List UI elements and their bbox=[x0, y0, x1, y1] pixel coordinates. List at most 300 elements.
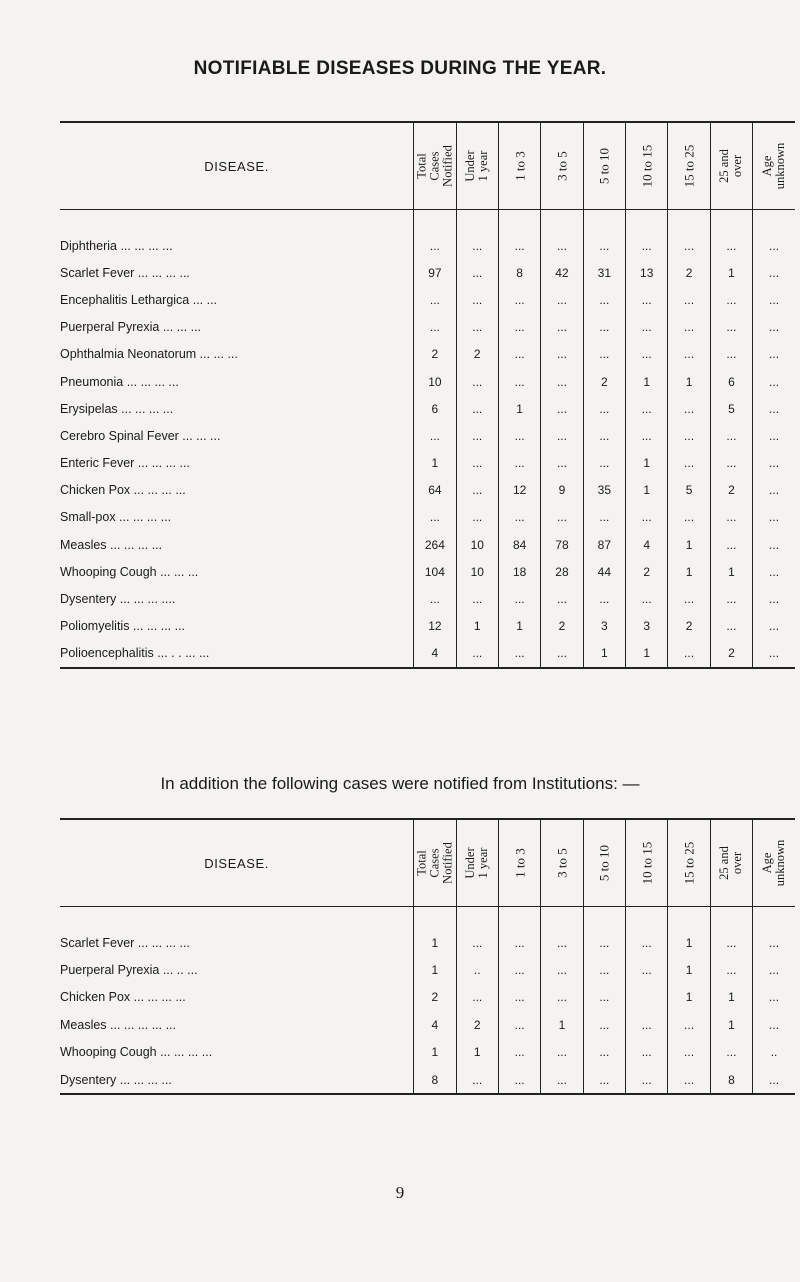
page-title: NOTIFIABLE DISEASES DURING THE YEAR. bbox=[193, 58, 607, 79]
spacer-cell bbox=[753, 210, 795, 233]
age-column-label bbox=[598, 845, 611, 881]
table-row bbox=[60, 504, 795, 531]
table-row bbox=[60, 1039, 795, 1066]
count-cell: ... bbox=[626, 585, 668, 612]
count-cell: ... bbox=[753, 1066, 795, 1094]
count-cell: ... bbox=[456, 1066, 498, 1094]
count-cell: 1 bbox=[626, 450, 668, 477]
age-column-header bbox=[498, 819, 540, 907]
institutions-note: In addition the following cases were notified from Institutions: — bbox=[160, 774, 640, 793]
count-cell: 8 bbox=[710, 1066, 752, 1094]
table-row bbox=[60, 232, 795, 259]
count-cell: ... bbox=[753, 232, 795, 259]
count-cell: ... bbox=[753, 395, 795, 422]
header-row bbox=[60, 122, 795, 210]
column-label-line: Age bbox=[760, 852, 775, 874]
count-cell: .. bbox=[456, 956, 498, 983]
disease-name: Scarlet Fever ... ... ... ... bbox=[60, 265, 190, 280]
disease-name: Whooping Cough ... ... ... ... bbox=[60, 1045, 213, 1060]
spacer-cell bbox=[456, 907, 498, 930]
count-cell: ... bbox=[456, 450, 498, 477]
count-cell: 1 bbox=[668, 558, 710, 585]
column-label-line: Age bbox=[760, 155, 775, 177]
count-cell: ... bbox=[626, 341, 668, 368]
age-column-label bbox=[761, 143, 787, 190]
count-cell: 1 bbox=[414, 956, 456, 983]
count-cell: 1 bbox=[498, 395, 540, 422]
column-label-line: 15 to 25 bbox=[681, 841, 697, 885]
count-cell: 2 bbox=[541, 613, 583, 640]
count-cell: ... bbox=[456, 504, 498, 531]
count-cell: 1 bbox=[414, 450, 456, 477]
count-cell: 44 bbox=[583, 558, 625, 585]
age-column-label bbox=[415, 842, 454, 884]
count-cell: ... bbox=[583, 585, 625, 612]
column-label-line: 5 to 10 bbox=[596, 844, 612, 882]
table-row bbox=[60, 259, 795, 286]
count-cell: ... bbox=[498, 929, 540, 956]
count-cell: 1 bbox=[498, 613, 540, 640]
table-row bbox=[60, 422, 795, 449]
spacer-cell bbox=[541, 210, 583, 233]
age-column-label bbox=[555, 151, 568, 181]
count-cell: ... bbox=[541, 314, 583, 341]
column-label-line: 25 and bbox=[717, 149, 732, 183]
disease-column-header bbox=[60, 819, 414, 907]
age-column-header bbox=[414, 122, 456, 210]
count-cell: ... bbox=[498, 984, 540, 1011]
count-cell: ... bbox=[456, 259, 498, 286]
age-column-header bbox=[498, 122, 540, 210]
age-column-label bbox=[683, 842, 696, 885]
count-cell: 1 bbox=[414, 929, 456, 956]
count-cell: ... bbox=[414, 585, 456, 612]
disease-name: Diphtheria ... ... ... ... bbox=[60, 238, 173, 253]
count-cell: 1 bbox=[583, 640, 625, 668]
count-cell bbox=[626, 984, 668, 1011]
count-cell: ... bbox=[541, 984, 583, 1011]
count-cell: 2 bbox=[710, 640, 752, 668]
spacer-row bbox=[60, 210, 795, 233]
count-cell: 2 bbox=[668, 613, 710, 640]
count-cell: ... bbox=[583, 984, 625, 1011]
disease-name: Polioencephalitis ... . . ... ... bbox=[60, 640, 414, 668]
count-cell: ... bbox=[498, 368, 540, 395]
table-row bbox=[60, 1066, 795, 1094]
count-cell: ... bbox=[753, 531, 795, 558]
count-cell: ... bbox=[583, 450, 625, 477]
count-cell: ... bbox=[710, 286, 752, 313]
column-label-line: 3 to 5 bbox=[554, 151, 570, 181]
count-cell: ... bbox=[583, 1039, 625, 1066]
count-cell: ... bbox=[668, 286, 710, 313]
count-cell: ... bbox=[710, 929, 752, 956]
count-cell: ... bbox=[456, 929, 498, 956]
count-cell: 5 bbox=[668, 477, 710, 504]
count-cell: 6 bbox=[710, 368, 752, 395]
count-cell: 97 bbox=[414, 259, 456, 286]
age-column-label bbox=[464, 150, 490, 181]
count-cell: ... bbox=[456, 585, 498, 612]
column-label-line: 5 to 10 bbox=[596, 147, 612, 185]
count-cell: 2 bbox=[456, 341, 498, 368]
count-cell: ... bbox=[498, 286, 540, 313]
count-cell: ... bbox=[668, 450, 710, 477]
count-cell: 4 bbox=[414, 640, 456, 668]
count-cell: 2 bbox=[710, 477, 752, 504]
count-cell: ... bbox=[710, 956, 752, 983]
count-cell: ... bbox=[753, 640, 795, 668]
column-label-line: 10 to 15 bbox=[639, 841, 655, 885]
count-cell: ... bbox=[456, 477, 498, 504]
count-cell: 87 bbox=[583, 531, 625, 558]
table-row bbox=[60, 286, 795, 313]
count-cell: ... bbox=[710, 531, 752, 558]
age-column-label bbox=[718, 846, 744, 880]
count-cell: 2 bbox=[414, 984, 456, 1011]
count-cell: ... bbox=[583, 929, 625, 956]
table-row bbox=[60, 395, 795, 422]
count-cell: 3 bbox=[583, 613, 625, 640]
count-cell: ... bbox=[498, 341, 540, 368]
count-cell: 1 bbox=[668, 368, 710, 395]
disease-name: Encephalitis Lethargica ... ... bbox=[60, 292, 218, 307]
count-cell: ... bbox=[753, 422, 795, 449]
disease-name: Scarlet Fever ... ... ... ... bbox=[60, 935, 190, 950]
count-cell: ... bbox=[456, 640, 498, 668]
count-cell: ... bbox=[710, 450, 752, 477]
table-row bbox=[60, 477, 795, 504]
count-cell: ... bbox=[626, 232, 668, 259]
age-column-label bbox=[683, 145, 696, 188]
age-column-header bbox=[710, 819, 752, 907]
count-cell: ... bbox=[710, 585, 752, 612]
count-cell: ... bbox=[668, 585, 710, 612]
count-cell: 1 bbox=[668, 956, 710, 983]
count-cell: ... bbox=[753, 259, 795, 286]
notified-diseases-table bbox=[60, 121, 795, 669]
count-cell: 13 bbox=[626, 259, 668, 286]
column-label-line: 1 year bbox=[476, 847, 491, 879]
disease-name: Enteric Fever ... ... ... ... bbox=[60, 456, 190, 471]
spacer-cell bbox=[583, 210, 625, 233]
age-column-label bbox=[598, 148, 611, 184]
age-column-label bbox=[555, 848, 568, 878]
count-cell: ... bbox=[498, 1066, 540, 1094]
count-cell: ... bbox=[498, 422, 540, 449]
disease-name: Dysentery ... ... ... ... bbox=[60, 1066, 414, 1094]
count-cell: ... bbox=[541, 395, 583, 422]
count-cell: ... bbox=[710, 232, 752, 259]
count-cell: 8 bbox=[414, 1066, 456, 1094]
count-cell: 10 bbox=[456, 531, 498, 558]
count-cell: ... bbox=[498, 1039, 540, 1066]
count-cell: 18 bbox=[498, 558, 540, 585]
count-cell: ... bbox=[583, 314, 625, 341]
count-cell: ... bbox=[583, 956, 625, 983]
count-cell: ... bbox=[753, 956, 795, 983]
count-cell: ... bbox=[583, 1066, 625, 1094]
count-cell: ... bbox=[541, 341, 583, 368]
spacer-cell bbox=[498, 210, 540, 233]
column-label-line: Cases bbox=[427, 151, 442, 181]
count-cell: ... bbox=[753, 286, 795, 313]
column-label-line: 10 to 15 bbox=[639, 144, 655, 188]
count-cell: 1 bbox=[456, 1039, 498, 1066]
count-cell: ... bbox=[498, 314, 540, 341]
column-label-line: 1 to 3 bbox=[512, 848, 528, 878]
spacer-cell bbox=[541, 907, 583, 930]
count-cell: 42 bbox=[541, 259, 583, 286]
count-cell: ... bbox=[456, 314, 498, 341]
count-cell: ... bbox=[753, 613, 795, 640]
age-column-header bbox=[456, 819, 498, 907]
count-cell: ... bbox=[668, 422, 710, 449]
count-cell: ... bbox=[498, 504, 540, 531]
count-cell: 1 bbox=[626, 477, 668, 504]
disease-name: Poliomyelitis ... ... ... ... bbox=[60, 619, 186, 634]
count-cell: ... bbox=[583, 422, 625, 449]
table-row bbox=[60, 956, 795, 983]
count-cell: ... bbox=[498, 1011, 540, 1038]
age-column-header bbox=[668, 819, 710, 907]
age-column-header bbox=[753, 819, 795, 907]
column-label-line: Cases bbox=[427, 848, 442, 878]
count-cell: ... bbox=[753, 477, 795, 504]
count-cell: ... bbox=[753, 585, 795, 612]
count-cell: 1 bbox=[626, 368, 668, 395]
disease-name: Small-pox ... ... ... ... bbox=[60, 510, 172, 525]
disease-name: Chicken Pox ... ... ... ... bbox=[60, 483, 186, 498]
count-cell: 12 bbox=[498, 477, 540, 504]
spacer-cell bbox=[414, 210, 456, 233]
count-cell: ... bbox=[753, 558, 795, 585]
spacer-cell bbox=[668, 210, 710, 233]
count-cell: 1 bbox=[710, 1011, 752, 1038]
count-cell: ... bbox=[498, 585, 540, 612]
count-cell: 2 bbox=[668, 259, 710, 286]
header-row bbox=[60, 819, 795, 907]
disease-name: Pneumonia ... ... ... ... bbox=[60, 374, 179, 389]
count-cell: ... bbox=[541, 1039, 583, 1066]
disease-column-header bbox=[60, 122, 414, 210]
count-cell: ... bbox=[753, 984, 795, 1011]
page-number: 9 bbox=[395, 1183, 405, 1202]
column-label-line: 25 and bbox=[717, 846, 732, 880]
count-cell: 5 bbox=[710, 395, 752, 422]
column-label-line: over bbox=[730, 154, 745, 178]
count-cell: ... bbox=[626, 395, 668, 422]
table-row bbox=[60, 341, 795, 368]
count-cell: ... bbox=[626, 1039, 668, 1066]
column-label-line: Notified bbox=[440, 145, 455, 187]
column-label-line: 15 to 25 bbox=[681, 144, 697, 188]
count-cell: 31 bbox=[583, 259, 625, 286]
count-cell: ... bbox=[626, 929, 668, 956]
count-cell: ... bbox=[541, 422, 583, 449]
count-cell: .. bbox=[753, 1039, 795, 1066]
age-column-header bbox=[456, 122, 498, 210]
disease-name: Cerebro Spinal Fever ... ... ... bbox=[60, 428, 221, 443]
spacer-cell bbox=[60, 907, 414, 930]
spacer-cell bbox=[710, 907, 752, 930]
column-label-line: 3 to 5 bbox=[554, 848, 570, 878]
spacer-cell bbox=[710, 210, 752, 233]
age-column-label bbox=[513, 848, 526, 878]
count-cell: ... bbox=[583, 395, 625, 422]
count-cell: ... bbox=[626, 956, 668, 983]
disease-header-label: DISEASE. bbox=[204, 855, 269, 871]
age-column-label bbox=[761, 840, 787, 887]
disease-name: Measles ... ... ... ... bbox=[60, 537, 163, 552]
table-row bbox=[60, 368, 795, 395]
count-cell: ... bbox=[541, 640, 583, 668]
count-cell: ... bbox=[456, 232, 498, 259]
count-cell: ... bbox=[583, 1011, 625, 1038]
disease-name: Measles ... ... ... ... ... bbox=[60, 1017, 177, 1032]
column-label-line: Under bbox=[463, 150, 478, 182]
age-column-header bbox=[414, 819, 456, 907]
count-cell: ... bbox=[498, 232, 540, 259]
count-cell: 84 bbox=[498, 531, 540, 558]
count-cell: ... bbox=[710, 314, 752, 341]
count-cell: ... bbox=[414, 314, 456, 341]
spacer-cell bbox=[668, 907, 710, 930]
count-cell: 8 bbox=[498, 259, 540, 286]
count-cell: ... bbox=[668, 1039, 710, 1066]
disease-name: Ophthalmia Neonatorum ... ... ... bbox=[60, 347, 238, 362]
count-cell: ... bbox=[626, 1011, 668, 1038]
count-cell: 10 bbox=[456, 558, 498, 585]
count-cell: ... bbox=[541, 504, 583, 531]
count-cell: ... bbox=[626, 504, 668, 531]
count-cell: 1 bbox=[626, 640, 668, 668]
age-column-header bbox=[541, 122, 583, 210]
age-column-label bbox=[415, 145, 454, 187]
age-column-header bbox=[668, 122, 710, 210]
count-cell: 10 bbox=[414, 368, 456, 395]
count-cell: ... bbox=[498, 956, 540, 983]
count-cell: 1 bbox=[668, 531, 710, 558]
count-cell: ... bbox=[626, 314, 668, 341]
count-cell: 1 bbox=[541, 1011, 583, 1038]
spacer-cell bbox=[498, 907, 540, 930]
count-cell: ... bbox=[414, 504, 456, 531]
count-cell: ... bbox=[668, 314, 710, 341]
age-column-header bbox=[753, 122, 795, 210]
count-cell: ... bbox=[753, 929, 795, 956]
age-column-label bbox=[718, 149, 744, 183]
count-cell: 1 bbox=[710, 558, 752, 585]
count-cell: ... bbox=[498, 450, 540, 477]
count-cell: ... bbox=[710, 1039, 752, 1066]
count-cell: ... bbox=[541, 232, 583, 259]
disease-name: Puerperal Pyrexia ... ... ... bbox=[60, 320, 202, 335]
disease-name: Whooping Cough ... ... ... bbox=[60, 564, 199, 579]
count-cell: ... bbox=[456, 395, 498, 422]
disease-name: Erysipelas ... ... ... ... bbox=[60, 401, 174, 416]
count-cell: ... bbox=[710, 341, 752, 368]
count-cell: ... bbox=[583, 232, 625, 259]
count-cell: ... bbox=[668, 1066, 710, 1094]
count-cell: 12 bbox=[414, 613, 456, 640]
age-column-header bbox=[541, 819, 583, 907]
table-row bbox=[60, 558, 795, 585]
spacer-cell bbox=[583, 907, 625, 930]
institution-cases-table bbox=[60, 818, 795, 1095]
count-cell: ... bbox=[710, 613, 752, 640]
count-cell: ... bbox=[710, 422, 752, 449]
count-cell: 4 bbox=[626, 531, 668, 558]
disease-header-label: DISEASE. bbox=[204, 158, 269, 174]
spacer-cell bbox=[456, 210, 498, 233]
count-cell: ... bbox=[668, 341, 710, 368]
column-label-line: Under bbox=[463, 847, 478, 879]
count-cell: ... bbox=[668, 640, 710, 668]
count-cell: ... bbox=[753, 504, 795, 531]
disease-name: Puerperal Pyrexia ... .. ... bbox=[60, 963, 198, 978]
table-row bbox=[60, 585, 795, 612]
table-row bbox=[60, 1011, 795, 1038]
count-cell: ... bbox=[541, 1066, 583, 1094]
count-cell: ... bbox=[668, 232, 710, 259]
count-cell: ... bbox=[456, 422, 498, 449]
count-cell: ... bbox=[541, 956, 583, 983]
table-row bbox=[60, 314, 795, 341]
table-row bbox=[60, 984, 795, 1011]
table-row bbox=[60, 640, 795, 668]
count-cell: ... bbox=[541, 929, 583, 956]
age-column-label bbox=[640, 145, 653, 188]
count-cell: ... bbox=[710, 504, 752, 531]
count-cell: 2 bbox=[414, 341, 456, 368]
count-cell: ... bbox=[668, 395, 710, 422]
age-column-label bbox=[513, 151, 526, 181]
count-cell: ... bbox=[626, 1066, 668, 1094]
count-cell: 35 bbox=[583, 477, 625, 504]
count-cell: ... bbox=[583, 504, 625, 531]
count-cell: ... bbox=[541, 450, 583, 477]
spacer-cell bbox=[626, 210, 668, 233]
column-label-line: over bbox=[730, 851, 745, 875]
spacer-cell bbox=[626, 907, 668, 930]
table-row bbox=[60, 450, 795, 477]
spacer-cell bbox=[753, 907, 795, 930]
age-column-header bbox=[626, 122, 668, 210]
count-cell: ... bbox=[414, 286, 456, 313]
age-column-header bbox=[710, 122, 752, 210]
column-label-line: Total bbox=[414, 153, 429, 179]
count-cell: 104 bbox=[414, 558, 456, 585]
count-cell: 2 bbox=[456, 1011, 498, 1038]
count-cell: 6 bbox=[414, 395, 456, 422]
count-cell: 28 bbox=[541, 558, 583, 585]
count-cell: ... bbox=[583, 341, 625, 368]
count-cell: ... bbox=[456, 286, 498, 313]
count-cell: ... bbox=[456, 984, 498, 1011]
count-cell: ... bbox=[753, 341, 795, 368]
count-cell: ... bbox=[456, 368, 498, 395]
count-cell: ... bbox=[541, 585, 583, 612]
column-label-line: 1 year bbox=[476, 150, 491, 182]
disease-name: Dysentery ... ... ... .... bbox=[60, 592, 176, 607]
count-cell: 1 bbox=[414, 1039, 456, 1066]
count-cell: 64 bbox=[414, 477, 456, 504]
count-cell: 4 bbox=[414, 1011, 456, 1038]
count-cell: 78 bbox=[541, 531, 583, 558]
count-cell: ... bbox=[541, 286, 583, 313]
count-cell: ... bbox=[626, 286, 668, 313]
